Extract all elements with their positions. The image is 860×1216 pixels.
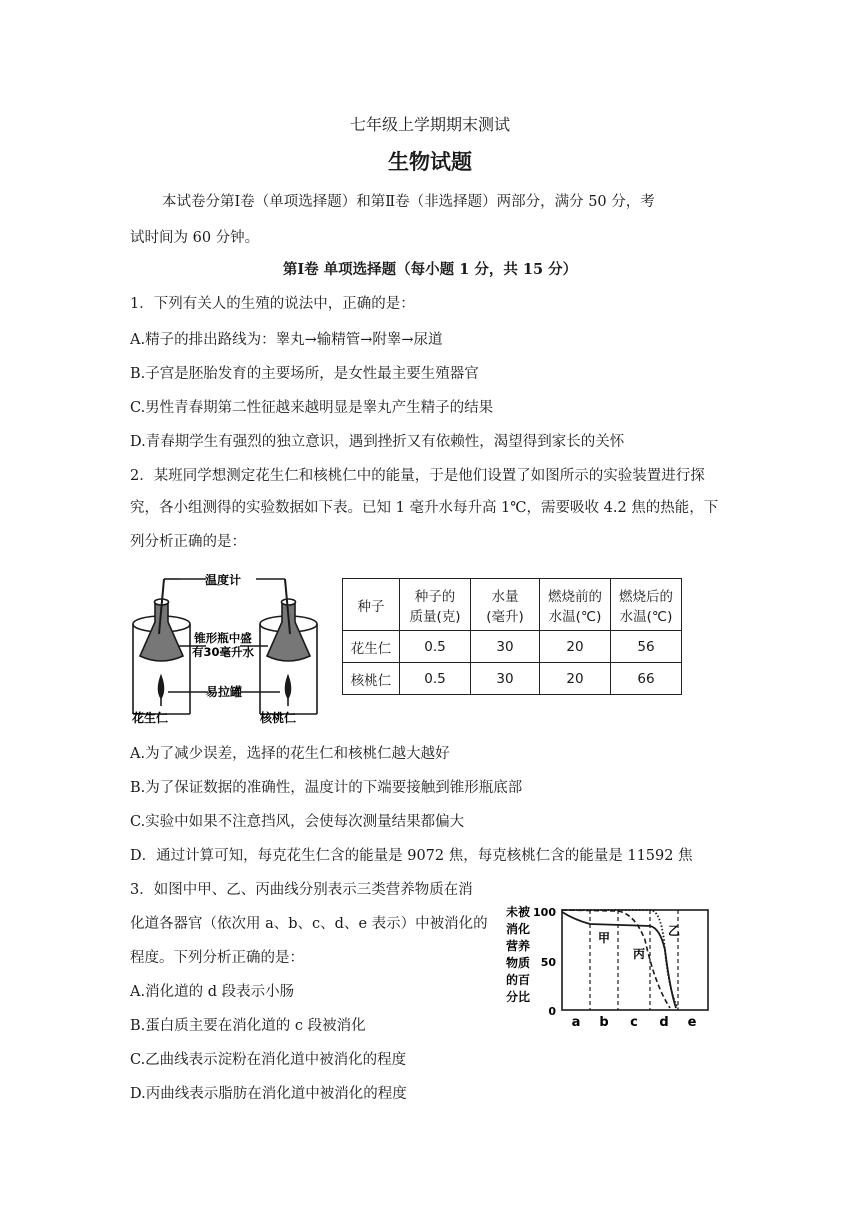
ytick-50: 50 [540, 956, 556, 969]
ytick-100: 100 [533, 906, 556, 919]
ytick-0: 0 [548, 1005, 556, 1018]
table-cell: 0.5 [400, 663, 471, 695]
exam-subtitle: 七年级上学期期末测试 [349, 115, 510, 134]
table-header-cell [540, 579, 611, 631]
header-text: (毫升) [486, 608, 524, 625]
table-header-row [343, 579, 682, 631]
q2-option-b: B.为了保证数据的准确性，温度计的下端要接触到锥形瓶底部 [130, 780, 523, 796]
graph-ylabel [506, 904, 531, 1004]
table-cell: 30 [471, 663, 540, 695]
ylabel-line: 分比 [506, 990, 531, 1004]
q3-stem-3: 程度。下列分析正确的是： [130, 950, 304, 966]
curve-label-yi: 乙 [668, 924, 681, 938]
q2-option-a: A.为了减少误差，选择的花生仁和核桃仁越大越好 [130, 746, 450, 762]
table-cell: 20 [540, 663, 611, 695]
intro-line-2: 试时间为 60 分钟。 [130, 230, 260, 246]
xtick-b: b [599, 1015, 609, 1030]
table-cell: 66 [611, 663, 682, 695]
table-cell: 核桃仁 [343, 663, 400, 695]
table-cell: 20 [540, 631, 611, 663]
flask-label-line-2: 有30毫升水 [191, 645, 255, 659]
q2-option-c: C.实验中如果不注意挡风，会使每次测量结果都偏大 [130, 814, 465, 830]
header-text: 水温(℃) [548, 608, 602, 625]
header-text: 种子 [357, 598, 385, 615]
table-cell: 花生仁 [343, 631, 400, 663]
ylabel-line: 营养 [506, 939, 531, 953]
ylabel-line: 物质 [506, 956, 531, 970]
header-text: 水温(℃) [619, 608, 673, 625]
intro-line-1: 本试卷分第Ⅰ卷（单项选择题）和第Ⅱ卷（非选择题）两部分，满分 50 分，考 [162, 194, 655, 210]
q3-stem-2: 化道各器官（依次用 a、b、c、d、e 表示）中被消化的 [130, 916, 488, 932]
ylabel-line: 的百 [506, 973, 531, 987]
header-text: 水量 [491, 588, 519, 605]
q3-stem-1: 3．如图中甲、乙、丙曲线分别表示三类营养物质在消 [130, 882, 473, 898]
q2-stem-1: 2．某班同学想测定花生仁和核桃仁中的能量，于是他们设置了如图所示的实验装置进行探 [130, 468, 705, 484]
q3-option-d: D.丙曲线表示脂肪在消化道中被消化的程度 [130, 1086, 407, 1102]
xtick-a: a [571, 1015, 581, 1030]
left-seed-label: 花生仁 [131, 711, 169, 724]
section-title: 第Ⅰ卷 单项选择题（每小题 1 分，共 15 分） [282, 261, 578, 278]
table-header-cell [400, 579, 471, 631]
header-text: 质量(克) [409, 608, 461, 625]
header-text: 燃烧后的 [619, 588, 673, 605]
table-cell: 0.5 [400, 631, 471, 663]
q1-stem: 1．下列有关人的生殖的说法中，正确的是： [130, 296, 415, 312]
q1-option-d: D.青春期学生有强烈的独立意识，遇到挫折又有依赖性，渴望得到家长的关怀 [130, 434, 625, 450]
table-cell: 30 [471, 631, 540, 663]
ylabel-line: 未被 [506, 905, 531, 919]
table-row [343, 631, 682, 663]
q1-option-c: C.男性青春期第二性征越来越明显是睾丸产生精子的结果 [130, 400, 494, 416]
q2-stem-3: 列分析正确的是： [130, 534, 246, 550]
q3-option-a: A.消化道的 d 段表示小肠 [130, 984, 295, 1000]
q2-option-d: D．通过计算可知，每克花生仁含的能量是 9072 焦，每克核桃仁含的能量是 11592 焦 [130, 848, 693, 864]
q3-option-b: B.蛋白质主要在消化道的 c 段被消化 [130, 1018, 366, 1034]
table-cell: 56 [611, 631, 682, 663]
can-label: 易拉罐 [205, 685, 243, 699]
thermometer-label: 温度计 [204, 574, 242, 587]
xtick-d: d [659, 1015, 669, 1030]
table-header-cell [471, 579, 540, 631]
header-text: 燃烧前的 [548, 588, 602, 605]
right-seed-label: 核桃仁 [259, 711, 297, 724]
q3-option-c: C.乙曲线表示淀粉在消化道中被消化的程度 [130, 1052, 407, 1068]
digestion-curve-figure [500, 900, 720, 1030]
header-text: 种子的 [414, 588, 456, 605]
table-header-cell [343, 579, 400, 631]
exam-title: 生物试题 [388, 149, 472, 174]
curve-label-bing: 丙 [633, 947, 646, 961]
curve-jia [562, 912, 676, 1008]
seed-energy-table [342, 578, 682, 695]
q1-option-a: A.精子的排出路线为：睾丸→输精管→附睾→尿道 [130, 332, 443, 348]
xtick-c: c [630, 1015, 638, 1030]
flask-label-line-1: 锥形瓶中盛 [194, 631, 252, 645]
xtick-e: e [687, 1015, 697, 1030]
curve-label-jia: 甲 [598, 931, 611, 945]
calorimeter-apparatus-figure [128, 574, 328, 724]
q1-option-b: B.子宫是胚胎发育的主要场所，是女性最主要生殖器官 [130, 366, 479, 382]
table-header-cell [611, 579, 682, 631]
table-row [343, 663, 682, 695]
q2-stem-2: 究，各小组测得的实验数据如下表。已知 1 毫升水每升高 1℃，需要吸收 4.2 焦的热能，下 [130, 500, 719, 516]
ylabel-line: 消化 [506, 922, 531, 936]
